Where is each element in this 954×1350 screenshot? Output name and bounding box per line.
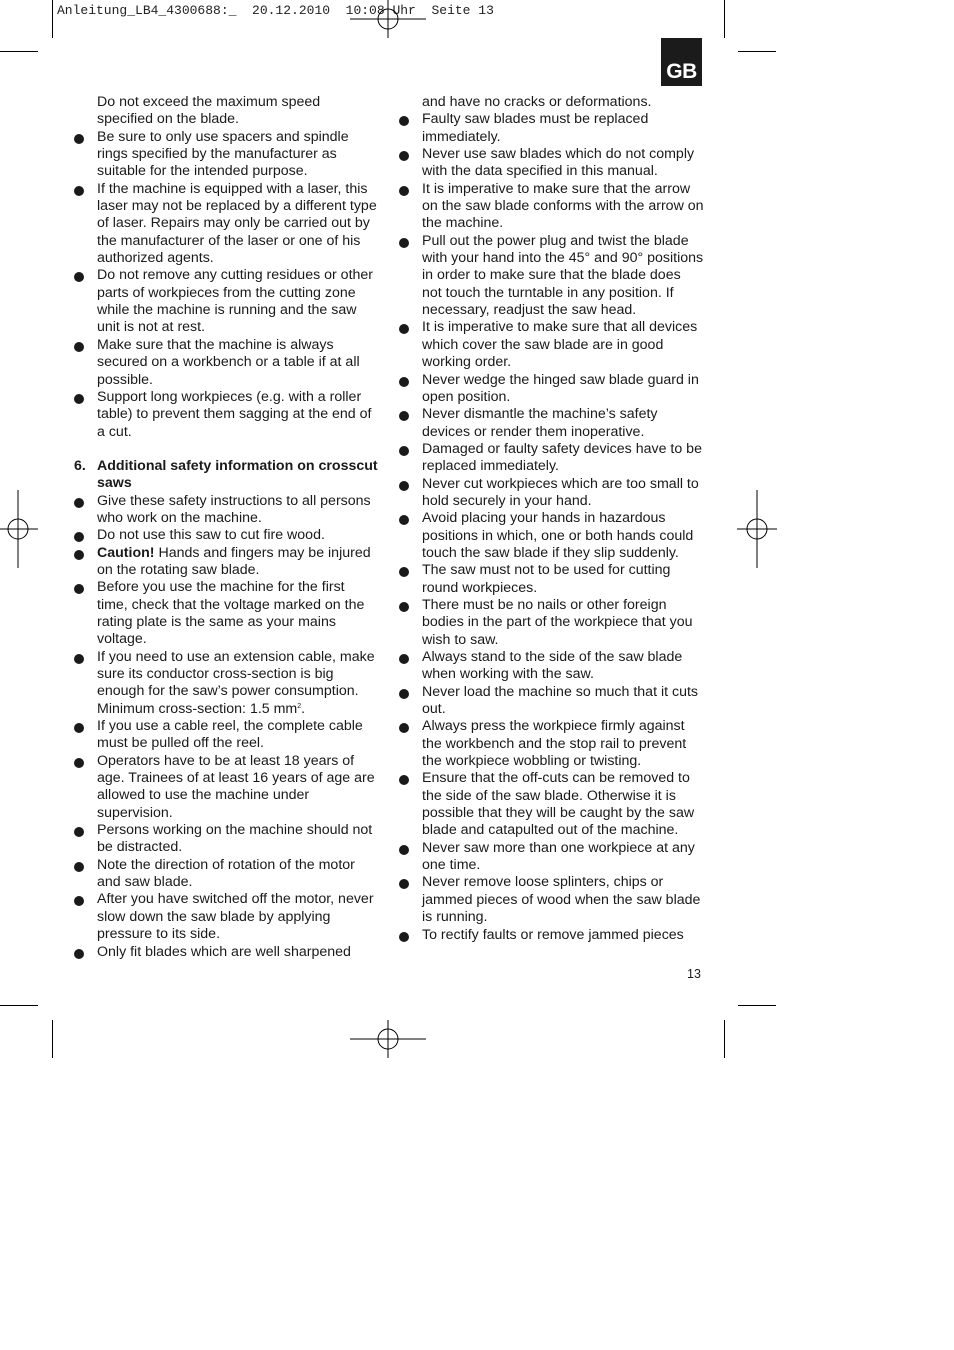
bullet-icon xyxy=(399,689,409,699)
section-number: 6. xyxy=(74,457,86,474)
list-item xyxy=(74,389,379,441)
list-item xyxy=(74,493,379,528)
caution-item xyxy=(74,545,379,580)
section-heading xyxy=(74,458,379,493)
bullet-icon xyxy=(399,775,409,785)
list-item-text: Never remove loose splinters, chips or jammed pieces of wood when the saw blade is running. xyxy=(422,874,701,926)
bullet-icon xyxy=(399,446,409,456)
list-item-text: Damaged or faulty safety devices have to be replaced immediately. xyxy=(422,440,702,475)
list-item-text: Do not use this saw to cut fire wood. xyxy=(97,527,325,544)
list-item xyxy=(399,111,704,146)
list-item xyxy=(74,753,379,822)
bullet-icon xyxy=(74,498,84,508)
section-title: Additional safety information on crosscut saws xyxy=(97,457,378,492)
list-item-text: Operators have to be at least 18 years of age. Trainees of at least 16 years of age are allowed to use the machine under supervision. xyxy=(97,752,375,821)
list-item xyxy=(399,562,704,597)
bullet-icon xyxy=(74,532,84,542)
caution-label: Caution! xyxy=(97,544,155,561)
list-item-text: If you use a cable reel, the complete cable must be pulled off the reel. xyxy=(97,718,363,752)
list-item xyxy=(74,822,379,857)
list-item xyxy=(399,649,704,684)
bullet-icon xyxy=(399,324,409,334)
bullet-icon xyxy=(74,186,84,196)
list-item-text: Pull out the power plug and twist the blade with your hand into the 45° and 90° positions in order to make sure that the blade does not touch the turntable in any position. If necessary, readjust the saw head. xyxy=(422,232,704,319)
list-item xyxy=(74,527,379,544)
bullet-icon xyxy=(399,723,409,733)
list-item-text: To rectify faults or remove jammed pieces xyxy=(422,926,684,943)
list-item-text: Note the direction of rotation of the motor and saw blade. xyxy=(97,856,355,891)
bullet-icon xyxy=(399,515,409,525)
list-item xyxy=(399,476,704,511)
caution-text: Hands and fingers may be injured on the rotating saw blade. xyxy=(97,544,371,578)
bullet-icon xyxy=(74,134,84,144)
bullet-icon xyxy=(399,654,409,664)
list-item-text: It is imperative to make sure that all devices which cover the saw blade are in good working order. xyxy=(422,319,698,371)
list-item-text: Never dismantle the machine’s safety devices or render them inoperative. xyxy=(422,406,658,440)
list-item-text: Faulty saw blades must be replaced immediately. xyxy=(422,111,649,145)
bullet-icon xyxy=(399,238,409,248)
list-item-text: If the machine is equipped with a laser, this laser may not be replaced by a different type of laser. Repairs may only be carried out by the manufacturer of the laser or one of his authorized agents. xyxy=(97,180,377,267)
list-item xyxy=(399,181,704,233)
bullet-icon xyxy=(399,845,409,855)
list-item xyxy=(399,718,704,770)
list-item xyxy=(74,337,379,389)
list-item-text: Support long workpieces (e.g. with a roller table) to prevent them sagging at the end of a cut. xyxy=(97,388,372,440)
list-item-text: Never use saw blades which do not comply with the data specified in this manual. xyxy=(422,146,695,180)
registration-mark-left xyxy=(0,490,40,570)
list-item-text: Never cut workpieces which are too small to hold securely in your hand. xyxy=(422,475,699,509)
list-item xyxy=(399,770,704,839)
list-item-text: Ensure that the off-cuts can be removed to the side of the saw blade. Otherwise it is possible that they will be caught by the saw blade and catapulted out of the machine. xyxy=(422,770,695,839)
extension-cable-item xyxy=(74,649,379,718)
list-item-text: Give these safety instructions to all persons who work on the machine. xyxy=(97,492,371,526)
bullet-icon xyxy=(74,723,84,733)
list-item-text: Avoid placing your hands in hazardous positions in which, one or both hands could touch the saw blade if they slip suddenly. xyxy=(422,510,694,561)
bullet-icon xyxy=(399,567,409,577)
extension-text: If you need to use an extension cable, make sure its conductor cross-section is big enough for the saw’s power consumption. Minimum cross-section: 1.5 mm xyxy=(97,648,375,717)
extension-end: . xyxy=(301,700,306,717)
list-item-text: Before you use the machine for the first time, check that the voltage marked on the rating plate is the same as your mains voltage. xyxy=(97,579,365,648)
continuation-text: and have no cracks or deformations. xyxy=(422,94,652,110)
superscript: 2 xyxy=(297,702,302,710)
bullet-icon xyxy=(74,758,84,768)
list-item-text: The saw must not to be used for cutting round workpieces. xyxy=(422,562,671,596)
language-tab: GB xyxy=(661,38,702,86)
bullet-icon xyxy=(74,584,84,594)
list-item xyxy=(74,891,379,943)
list-item xyxy=(399,441,704,476)
list-item xyxy=(399,840,704,875)
registration-mark-right xyxy=(737,490,777,570)
list-item-text: There must be no nails or other foreign bodies in the part of the workpiece that you wish to saw. xyxy=(422,596,693,648)
left-column xyxy=(74,94,379,961)
list-item-text: It is imperative to make sure that the arrow on the saw blade conforms with the arrow on the machine. xyxy=(422,180,704,232)
bullet-icon xyxy=(74,949,84,959)
bullet-icon xyxy=(399,377,409,387)
bullet-icon xyxy=(74,550,84,560)
bullet-icon xyxy=(399,481,409,491)
list-item xyxy=(74,129,379,181)
list-item-text: Never saw more than one workpiece at any one time. xyxy=(422,839,695,874)
list-item-text: Only fit blades which are well sharpened xyxy=(97,943,351,960)
list-item xyxy=(74,944,379,961)
list-item-text: After you have switched off the motor, never slow down the saw blade by applying pressure to its side. xyxy=(97,891,374,943)
list-item xyxy=(399,233,704,320)
bullet-icon xyxy=(399,879,409,889)
list-item xyxy=(399,874,704,926)
list-item xyxy=(399,927,704,944)
bullet-icon xyxy=(399,411,409,421)
registration-mark-bottom xyxy=(348,1020,428,1060)
list-item-text: Always stand to the side of the saw blade when working with the saw. xyxy=(422,649,683,683)
list-item xyxy=(74,718,379,753)
bullet-icon xyxy=(74,654,84,664)
bullet-icon xyxy=(399,602,409,612)
bullet-icon xyxy=(74,272,84,282)
list-item xyxy=(74,857,379,892)
bullet-icon xyxy=(399,116,409,126)
list-item-text: Do not remove any cutting residues or other parts of workpieces from the cutting zone while the machine is running and the saw unit is not at rest. xyxy=(97,267,374,336)
list-item-text: Make sure that the machine is always secured on a workbench or a table if at all possible. xyxy=(97,336,360,388)
list-item xyxy=(74,267,379,336)
bullet-icon xyxy=(74,342,84,352)
list-item xyxy=(74,579,379,648)
bullet-icon xyxy=(399,932,409,942)
list-item xyxy=(399,319,704,371)
right-column xyxy=(399,94,704,944)
list-item-text: Always press the workpiece firmly against the workbench and the stop rail to prevent the workpiece wobbling or twisting. xyxy=(422,718,687,770)
page-number: 13 xyxy=(687,967,701,981)
list-item xyxy=(399,510,704,562)
continuation-text: Do not exceed the maximum speed specified on the blade. xyxy=(97,94,321,128)
bullet-icon xyxy=(74,862,84,872)
bullet-icon xyxy=(74,394,84,404)
bullet-icon xyxy=(74,827,84,837)
print-slug: Anleitung_LB4_4300688:_ 20.12.2010 10:08 Uhr Seite 13 xyxy=(57,3,494,18)
list-item xyxy=(74,181,379,268)
list-item-text: Never wedge the hinged saw blade guard in open position. xyxy=(422,371,699,405)
list-item xyxy=(399,406,704,441)
bullet-icon xyxy=(74,896,84,906)
list-item-text: Never load the machine so much that it cuts out. xyxy=(422,683,699,718)
list-item xyxy=(399,372,704,407)
registration-mark-top xyxy=(348,0,428,40)
list-item xyxy=(399,597,704,649)
list-item xyxy=(399,684,704,719)
list-item-text: Be sure to only use spacers and spindle rings specified by the manufacturer as suitable for the intended purpose. xyxy=(97,128,349,180)
list-item xyxy=(399,146,704,181)
bullet-icon xyxy=(399,186,409,196)
bullet-icon xyxy=(399,151,409,161)
list-item-text: Persons working on the machine should not be distracted. xyxy=(97,822,373,856)
